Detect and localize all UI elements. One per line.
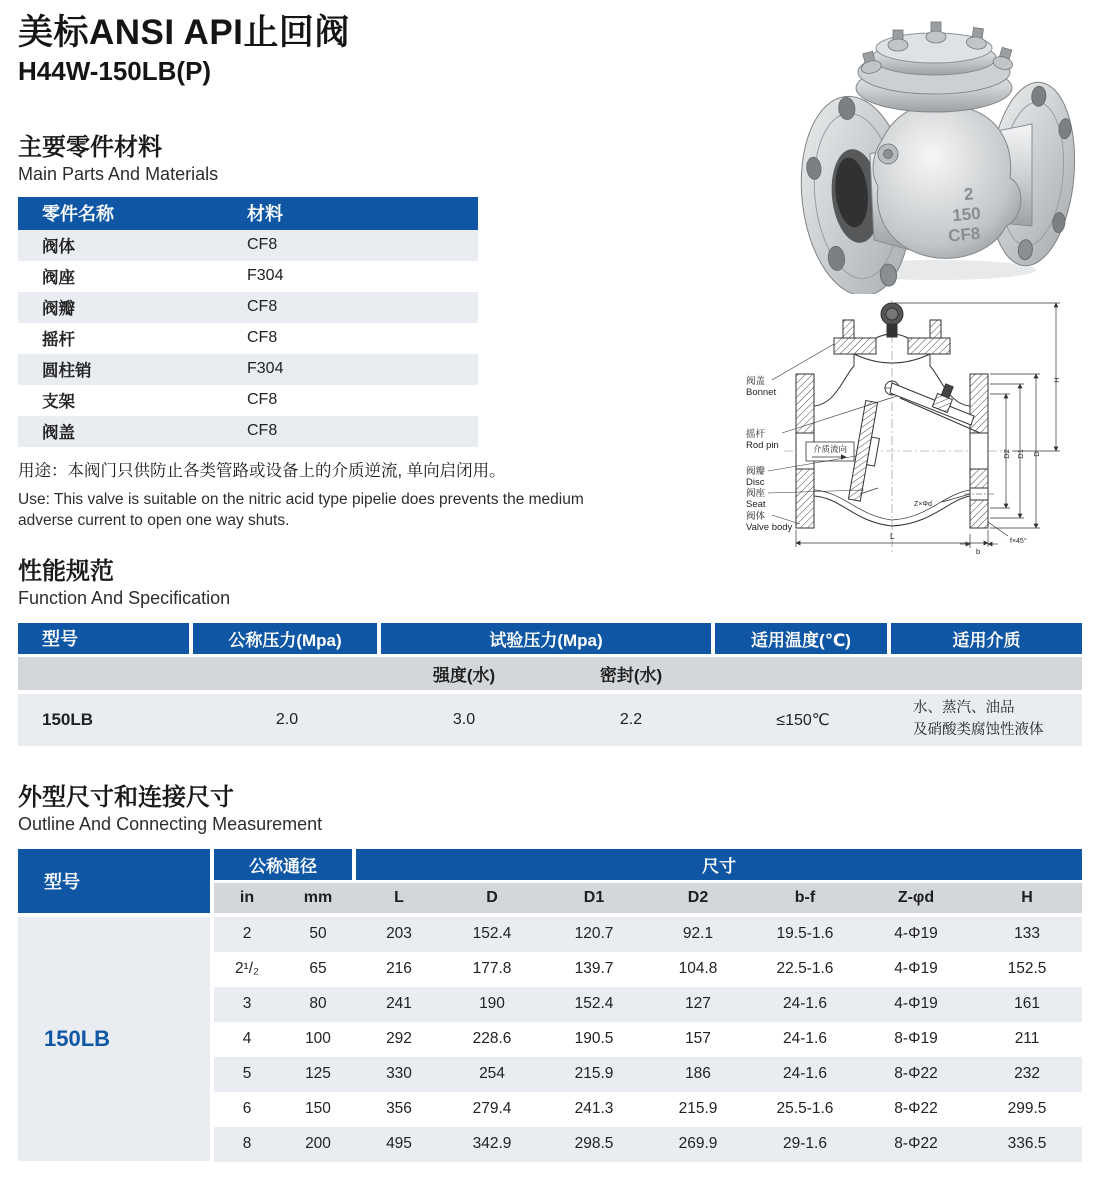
cell-L: 330 xyxy=(356,1057,442,1092)
label-rodpin-en: Rod pin xyxy=(746,440,779,451)
spec-model-value: 150LB xyxy=(18,690,193,746)
cell-mm: 125 xyxy=(280,1057,356,1092)
dims-title-zh: 外型尺寸和连接尺寸 xyxy=(18,784,234,811)
mark-class: 150 xyxy=(951,203,982,226)
cell-mm: 150 xyxy=(280,1092,356,1127)
table-row xyxy=(18,416,478,447)
spec-subcol-strength: 强度(水) xyxy=(381,657,547,690)
cell-mm: 200 xyxy=(280,1127,356,1162)
cell-bf: 22.5-1.6 xyxy=(750,952,860,987)
cell-D1: 298.5 xyxy=(542,1127,646,1162)
cell-L: 495 xyxy=(356,1127,442,1162)
dims-col-dn: 公称通径 xyxy=(214,849,356,883)
dims-subcol-bf: b-f xyxy=(750,883,860,913)
cell-D1: 139.7 xyxy=(542,952,646,987)
spec-col-medium: 适用介质 xyxy=(891,623,1082,657)
part-name: 阀体 xyxy=(18,230,223,261)
mark-size: 2 xyxy=(963,184,975,205)
dims-header-row xyxy=(214,849,1082,883)
part-name: 支架 xyxy=(42,393,75,412)
table-row xyxy=(214,1127,1082,1162)
part-name: 摇杆 xyxy=(42,331,75,350)
bonnet-cap xyxy=(856,22,1017,112)
flow-direction-label: 介质流向 xyxy=(812,444,848,454)
model-number: H44W-150LB(P) xyxy=(18,55,212,86)
label-seat-en: Seat xyxy=(746,499,766,510)
cell-in: 4 xyxy=(214,1022,280,1057)
table-row xyxy=(214,987,1082,1022)
part-material: CF8 xyxy=(223,416,478,447)
leader-lines xyxy=(768,344,897,524)
cell-mm: 80 xyxy=(280,987,356,1022)
cell-mm: 65 xyxy=(280,952,356,987)
cell-H: 336.5 xyxy=(972,1127,1082,1162)
materials-section xyxy=(18,134,478,447)
part-material: F304 xyxy=(223,354,478,385)
table-row xyxy=(18,354,478,385)
valve-photo-svg xyxy=(786,4,1082,294)
cell-D1: 215.9 xyxy=(542,1057,646,1092)
cell-D2: 269.9 xyxy=(646,1127,750,1162)
cell-D: 152.4 xyxy=(442,913,542,952)
part-name: 阀瓣 xyxy=(18,292,223,323)
cell-D2: 104.8 xyxy=(646,952,750,987)
cell-D1: 152.4 xyxy=(542,987,646,1022)
cell-in: 3 xyxy=(214,987,280,1022)
cell-D: 254 xyxy=(442,1057,542,1092)
cell-zphid: 8-Φ19 xyxy=(860,1022,972,1057)
cell-D: 279.4 xyxy=(442,1092,542,1127)
cell-zphid: 8-Φ22 xyxy=(860,1057,972,1092)
spec-section xyxy=(18,558,1082,746)
dimensions-table-wrap xyxy=(18,849,1082,1162)
part-material: F304 xyxy=(247,267,284,285)
spec-subcol-seal: 密封(水) xyxy=(547,657,715,690)
col-header-part: 零件名称 xyxy=(18,197,223,230)
cell-H: 133 xyxy=(972,913,1082,952)
cell-L: 241 xyxy=(356,987,442,1022)
cell-D: 342.9 xyxy=(442,1127,542,1162)
drawing-part-labels xyxy=(746,375,793,533)
spacer-cell xyxy=(193,657,381,690)
spec-seal-value: 2.2 xyxy=(547,690,715,746)
cell-in: 2¹/₂ xyxy=(214,952,280,987)
cell-H: 232 xyxy=(972,1057,1082,1092)
part-name: 阀盖 xyxy=(18,416,223,447)
side-plug xyxy=(878,144,898,164)
cell-in: 6 xyxy=(214,1092,280,1127)
cell-D: 190 xyxy=(442,987,542,1022)
label-bonnet-en: Bonnet xyxy=(746,387,777,398)
cell-zphid: 4-Φ19 xyxy=(860,952,972,987)
label-seat-zh: 阀座 xyxy=(746,488,766,499)
cell-bf: 19.5-1.6 xyxy=(750,913,860,952)
dimensions-table xyxy=(214,849,1082,1162)
dim-H: H xyxy=(1052,377,1061,383)
dim-D2: D2 xyxy=(1002,449,1011,459)
cell-D: 177.8 xyxy=(442,952,542,987)
spec-temp-value: ≤150℃ xyxy=(715,690,891,746)
table-row xyxy=(18,292,478,323)
dims-subcol-D1: D1 xyxy=(542,883,646,913)
part-material: CF8 xyxy=(223,292,478,323)
dim-D1: D1 xyxy=(1016,449,1025,459)
cell-zphid: 4-Φ19 xyxy=(860,913,972,952)
dims-col-model: 型号 xyxy=(18,849,210,913)
materials-title-en: Main Parts And Materials xyxy=(18,163,219,184)
cell-H: 211 xyxy=(972,1022,1082,1057)
cell-L: 356 xyxy=(356,1092,442,1127)
spec-col-test-pressure: 试验压力(Mpa) xyxy=(381,623,715,657)
cell-zphid: 4-Φ19 xyxy=(860,987,972,1022)
cell-H: 299.5 xyxy=(972,1092,1082,1127)
cell-bf: 24-1.6 xyxy=(750,1057,860,1092)
usage-block xyxy=(18,457,658,532)
dims-subcol-L: L xyxy=(356,883,442,913)
title-block xyxy=(18,14,350,87)
dims-subcol-zphid: Z-φd xyxy=(860,883,972,913)
cell-bf: 24-1.6 xyxy=(750,987,860,1022)
spacer-cell xyxy=(891,657,1082,690)
cell-D2: 157 xyxy=(646,1022,750,1057)
label-valvebody-zh: 阀体 xyxy=(746,511,766,522)
dim-f45: f×45° xyxy=(1010,538,1027,545)
dims-model-column xyxy=(18,849,210,1162)
dims-col-size: 尺寸 xyxy=(356,849,1082,883)
part-material: CF8 xyxy=(247,391,278,409)
table-row xyxy=(214,1022,1082,1057)
valve-drawing xyxy=(742,296,1098,562)
spec-col-model: 型号 xyxy=(18,623,193,657)
table-row xyxy=(214,952,1082,987)
cell-D: 228.6 xyxy=(442,1022,542,1057)
cell-bf: 24-1.6 xyxy=(750,1022,860,1057)
cell-D1: 120.7 xyxy=(542,913,646,952)
cell-in: 8 xyxy=(214,1127,280,1162)
spec-strength-value: 3.0 xyxy=(381,690,547,746)
dims-subcol-H: H xyxy=(972,883,1082,913)
cell-mm: 50 xyxy=(280,913,356,952)
label-disc-en: Disc xyxy=(746,477,765,488)
materials-title-zh: 主要零件材料 xyxy=(18,134,162,161)
dims-title-en: Outline And Connecting Measurement xyxy=(18,813,323,834)
page-title: 美标ANSI API止回阀 xyxy=(18,13,350,52)
cell-D2: 127 xyxy=(646,987,750,1022)
flow-direction-box xyxy=(806,442,854,461)
table-row xyxy=(214,1057,1082,1092)
cell-L: 216 xyxy=(356,952,442,987)
cell-bf: 25.5-1.6 xyxy=(750,1092,860,1127)
spec-header-row xyxy=(18,623,1082,657)
valve-photo xyxy=(786,4,1082,294)
spacer-cell xyxy=(715,657,891,690)
spec-medium-line1: 水、蒸汽、油品 xyxy=(913,699,1015,716)
dims-subcol-D2: D2 xyxy=(646,883,750,913)
usage-text-zh: 用途：本阀门只供防止各类管路或设备上的介质逆流, 单向启闭用。 xyxy=(18,462,506,480)
part-material: CF8 xyxy=(247,329,278,347)
drawing-body xyxy=(784,300,1010,552)
col-header-material: 材料 xyxy=(223,197,478,230)
spec-col-nominal-pressure: 公称压力(Mpa) xyxy=(193,623,381,657)
dim-D: D xyxy=(1032,451,1041,457)
spec-subheader-row xyxy=(18,657,1082,690)
dims-subheader-row xyxy=(214,883,1082,913)
mark-material: CF8 xyxy=(947,223,982,246)
table-row xyxy=(18,261,478,292)
valve-drawing-svg xyxy=(742,296,1098,562)
spec-table xyxy=(18,623,1082,746)
cell-in: 5 xyxy=(214,1057,280,1092)
dim-b: b xyxy=(976,547,981,556)
spec-data-row xyxy=(18,690,1082,746)
usage-text-en: Use: This valve is suitable on the nitric acid type pipelie does prevents the medium adverse current to open one way shuts. xyxy=(18,491,584,529)
cell-zphid: 8-Φ22 xyxy=(860,1092,972,1127)
spec-medium-value xyxy=(891,690,1082,746)
label-disc-zh: 阀瓣 xyxy=(746,466,766,477)
cell-D2: 186 xyxy=(646,1057,750,1092)
cell-in: 2 xyxy=(214,913,280,952)
dims-subcol-mm: mm xyxy=(280,883,356,913)
spec-pn-value: 2.0 xyxy=(193,690,381,746)
dim-L: L xyxy=(890,531,895,541)
spacer-cell xyxy=(18,657,193,690)
dims-subcol-D: D xyxy=(442,883,542,913)
cell-D1: 190.5 xyxy=(542,1022,646,1057)
label-rodpin-zh: 摇杆 xyxy=(746,429,766,440)
cell-D1: 241.3 xyxy=(542,1092,646,1127)
table-row xyxy=(18,385,478,416)
spec-title-en: Function And Specification xyxy=(18,587,231,608)
table-row xyxy=(18,323,478,354)
cell-bf: 29-1.6 xyxy=(750,1127,860,1162)
cell-H: 152.5 xyxy=(972,952,1082,987)
cell-L: 292 xyxy=(356,1022,442,1057)
cell-D2: 215.9 xyxy=(646,1092,750,1127)
dims-subcol-in: in xyxy=(214,883,280,913)
spec-col-temperature: 适用温度(℃) xyxy=(715,623,891,657)
table-row xyxy=(18,230,478,261)
cell-mm: 100 xyxy=(280,1022,356,1057)
part-material: CF8 xyxy=(223,230,478,261)
cell-L: 203 xyxy=(356,913,442,952)
table-row xyxy=(214,1092,1082,1127)
dim-zphid: Z×Φd xyxy=(914,501,932,508)
label-bonnet-zh: 阀盖 xyxy=(746,376,766,387)
cell-D2: 92.1 xyxy=(646,913,750,952)
dims-model-value: 150LB xyxy=(18,917,210,1161)
dimensions-section xyxy=(18,784,1082,1162)
cell-zphid: 8-Φ22 xyxy=(860,1127,972,1162)
cell-H: 161 xyxy=(972,987,1082,1022)
spec-medium-line2: 及硝酸类腐蚀性液体 xyxy=(913,721,1044,738)
materials-table xyxy=(18,197,478,447)
materials-header-row xyxy=(18,197,478,230)
label-valvebody-en: Valve body xyxy=(746,522,793,533)
table-row xyxy=(214,913,1082,952)
part-name: 阀座 xyxy=(42,269,75,288)
spec-title-zh: 性能规范 xyxy=(18,558,114,585)
part-name: 圆柱销 xyxy=(18,354,223,385)
